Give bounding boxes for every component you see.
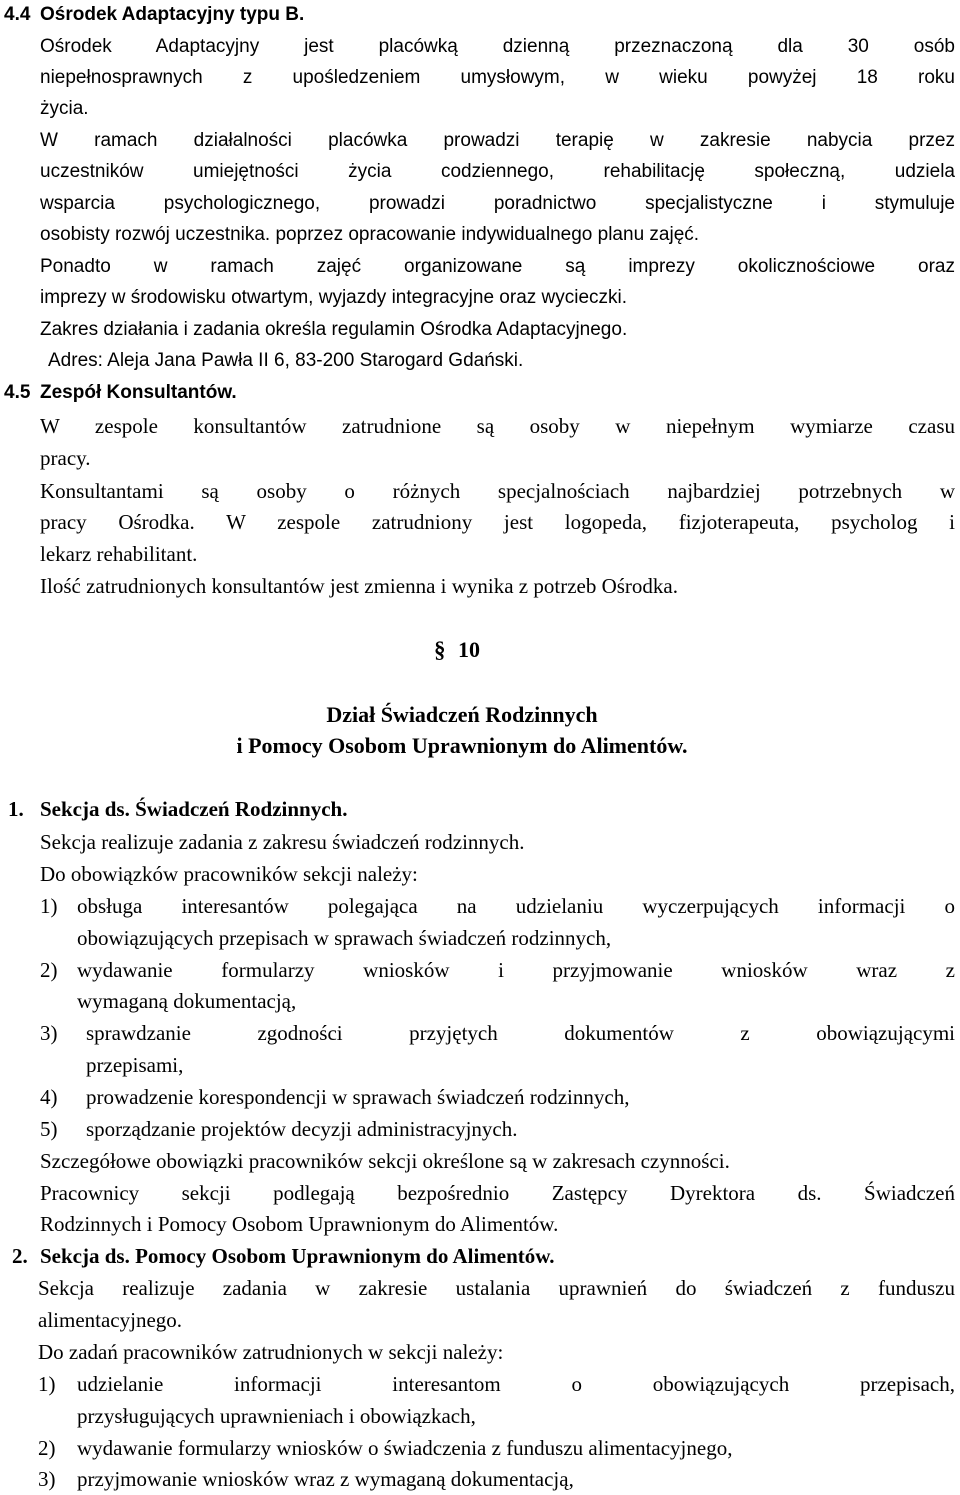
- s44-p1-line3: życia.: [40, 98, 89, 119]
- s45-p3: Ilość zatrudnionych konsultantów jest zmienna i wynika z potrzeb Ośrodka.: [40, 574, 678, 598]
- s44-p4: Zakres działania i zadania określa regulamin Ośrodka Adaptacyjnego.: [40, 319, 628, 340]
- s45-p1-line1: W zespole konsultantów zatrudnione są osoby w niepełnym wymiarze czasu: [40, 414, 955, 438]
- sec1-outro2-line1: Pracownicy sekcji podlegają bezpośrednio Zastępcy Dyrektora ds. Świadczeń: [40, 1181, 955, 1205]
- s44-p2-line4: osobisty rozwój uczestnika. poprzez opracowanie indywidualnego planu zajęć.: [40, 224, 700, 245]
- sec2-intro2: Do zadań pracowników zatrudnionych w sekcji należy:: [38, 1340, 504, 1364]
- sec1-item1-number: 1): [40, 894, 58, 918]
- section-4-5-heading: Zespół Konsultantów.: [40, 382, 237, 403]
- sec1-item3-line1: sprawdzanie zgodności przyjętych dokumentów z obowiązującymi: [86, 1021, 955, 1045]
- sec1-item1-line1: obsługa interesantów polegająca na udzielaniu wyczerpujących informacji o: [77, 894, 955, 918]
- sec1-item4-number: 4): [40, 1085, 58, 1109]
- sec2-item1-line1: udzielanie informacji interesantom o obowiązujących przepisach,: [77, 1372, 955, 1396]
- section-4-4-heading: Ośrodek Adaptacyjny typu B.: [40, 4, 305, 25]
- s44-address: Adres: Aleja Jana Pawła II 6, 83-200 Starogard Gdański.: [48, 350, 524, 371]
- paragraph-symbol: §: [434, 637, 446, 662]
- sec2-number: 2.: [12, 1244, 28, 1268]
- sec1-item3-line2: przepisami,: [86, 1053, 184, 1077]
- sec1-intro2: Do obowiązków pracowników sekcji należy:: [40, 862, 418, 886]
- s44-p1-line2: niepełnosprawnych z upośledzeniem umysłowym, w wieku powyżej 18 roku: [40, 67, 955, 88]
- department-title-line2: i Pomocy Osobom Uprawnionym do Alimentów.: [236, 733, 688, 758]
- section-4-4-number: 4.4: [4, 4, 31, 25]
- sec1-item3-number: 3): [40, 1021, 58, 1045]
- s44-p2-line1: W ramach działalności placówka prowadzi terapię w zakresie nabycia przez: [40, 130, 955, 151]
- sec1-item2-number: 2): [40, 958, 58, 982]
- sec1-item5-number: 5): [40, 1117, 58, 1141]
- sec2-item3-number: 3): [38, 1467, 56, 1491]
- sec1-outro1: Szczegółowe obowiązki pracowników sekcji określone są w zakresach czynności.: [40, 1149, 730, 1173]
- s44-p2-line3: wsparcia psychologicznego, prowadzi poradnictwo specjalistyczne i stymuluje: [40, 193, 955, 214]
- sec2-item1-line2: przysługujących uprawnieniach i obowiązkach,: [77, 1404, 476, 1428]
- sec2-item2-number: 2): [38, 1436, 56, 1460]
- s45-p2-line2: pracy Ośrodka. W zespole zatrudniony jest logopeda, fizjoterapeuta, psycholog i: [40, 510, 955, 534]
- sec2-title: Sekcja ds. Pomocy Osobom Uprawnionym do Alimentów.: [40, 1244, 555, 1268]
- s45-p1-line2: pracy.: [40, 446, 91, 470]
- sec1-item4-line1: prowadzenie korespondencji w sprawach świadczeń rodzinnych,: [86, 1085, 630, 1109]
- sec2-intro1-line1: Sekcja realizuje zadania w zakresie ustalania uprawnień do świadczeń z funduszu: [38, 1276, 955, 1300]
- section-4-5-number: 4.5: [4, 382, 31, 403]
- sec2-intro1-line2: alimentacyjnego.: [38, 1308, 183, 1332]
- sec1-item1-line2: obowiązujących przepisach w sprawach świadczeń rodzinnych,: [77, 926, 612, 950]
- sec2-item3-line1: przyjmowanie wniosków wraz z wymaganą dokumentacją,: [77, 1467, 574, 1491]
- sec1-item2-line2: wymaganą dokumentacją,: [77, 989, 297, 1013]
- s44-p3-line1: Ponadto w ramach zajęć organizowane są imprezy okolicznościowe oraz: [40, 256, 955, 277]
- s44-p2-line2: uczestników umiejętności życia codziennego, rehabilitację społeczną, udziela: [40, 161, 955, 182]
- sec2-item2-line1: wydawanie formularzy wniosków o świadczenia z funduszu alimentacyjnego,: [77, 1436, 733, 1460]
- s45-p2-line3: lekarz rehabilitant.: [40, 542, 198, 566]
- sec1-number: 1.: [8, 797, 24, 821]
- s44-p3-line2: imprezy w środowisku otwartym, wyjazdy integracyjne oraz wycieczki.: [40, 287, 628, 308]
- sec2-item1-number: 1): [38, 1372, 56, 1396]
- s45-p2-line1: Konsultantami są osoby o różnych specjalnościach najbardziej potrzebnych w: [40, 479, 955, 503]
- s44-p1-line1: Ośrodek Adaptacyjny jest placówką dzienną przeznaczoną dla 30 osób: [40, 36, 955, 57]
- sec1-title: Sekcja ds. Świadczeń Rodzinnych.: [40, 797, 348, 821]
- sec1-item2-line1: wydawanie formularzy wniosków i przyjmowanie wniosków wraz z: [77, 958, 955, 982]
- department-title-line1: Dział Świadczeń Rodzinnych: [326, 702, 598, 727]
- sec1-intro1: Sekcja realizuje zadania z zakresu świadczeń rodzinnych.: [40, 830, 525, 854]
- sec1-outro2-line2: Rodzinnych i Pomocy Osobom Uprawnionym do Alimentów.: [40, 1212, 559, 1236]
- sec1-item5-line1: sporządzanie projektów decyzji administracyjnych.: [86, 1117, 518, 1141]
- paragraph-number: 10: [458, 637, 480, 662]
